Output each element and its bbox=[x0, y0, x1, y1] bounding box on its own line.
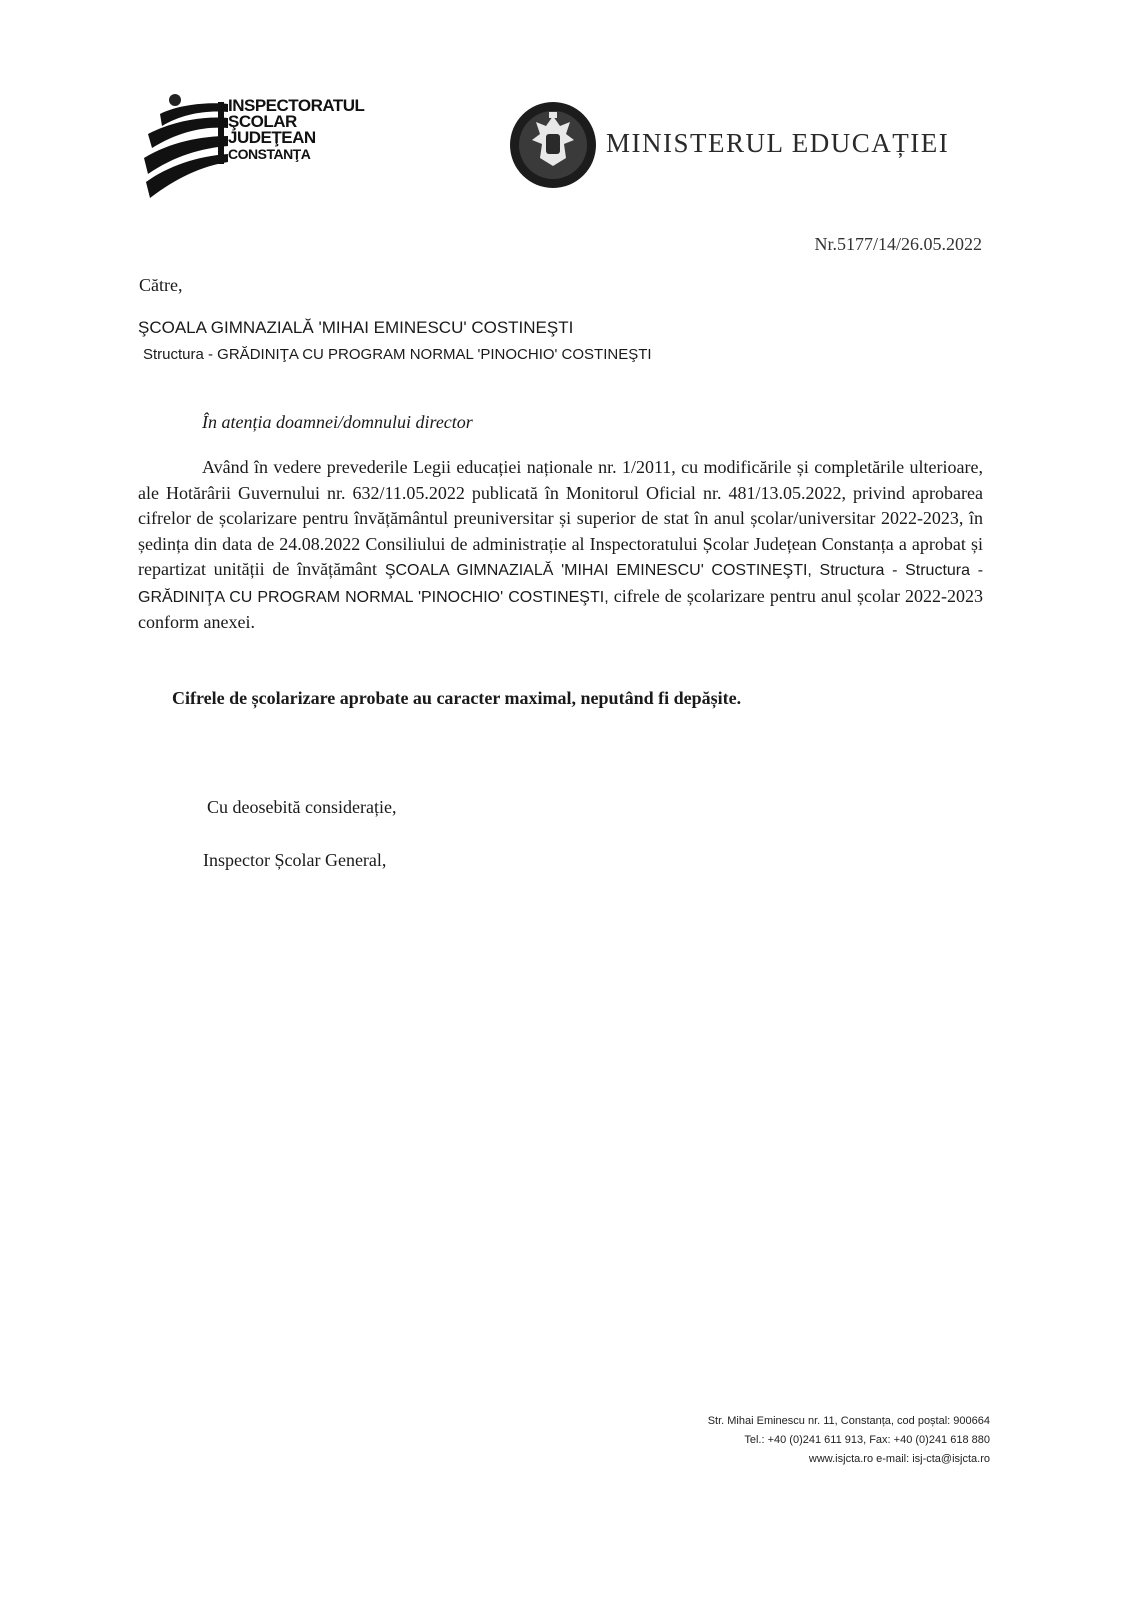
body-unit-name: ŞCOALA GIMNAZIALĂ 'MIHAI EMINESCU' COSTINEŞTI, Structura - Structura - GRĂDINIŢA CU PROGRAM NORMAL 'PINOCHIO' COSTINEŞTI, bbox=[138, 562, 984, 606]
footer-contact bbox=[708, 1412, 990, 1469]
footer-web-email: www.isjcta.ro e-mail: isj-cta@isjcta.ro bbox=[808, 1453, 990, 1465]
body-text-part2: cifrele de școlarizare pentru anul școlar 2022-2023 conform anexei. bbox=[138, 585, 984, 632]
signatory-title: Inspector Școlar General, bbox=[203, 850, 387, 870]
closing-salutation: Cu deosebită considerație, bbox=[207, 797, 397, 817]
isj-swoosh-icon bbox=[140, 86, 230, 201]
body-paragraph bbox=[138, 455, 983, 636]
document-number: Nr.5177/14/26.05.2022 bbox=[814, 234, 982, 254]
ministry-name: MINISTERUL EDUCAȚIEI bbox=[606, 128, 950, 158]
footer-address: Str. Mihai Eminescu nr. 11, Constanța, cod poștal: 900664 bbox=[707, 1415, 990, 1427]
coat-of-arms-icon bbox=[508, 100, 598, 190]
recipient-school: ŞCOALA GIMNAZIALĂ 'MIHAI EMINESCU' COSTINEŞTI bbox=[138, 318, 574, 337]
footer-phone-fax: Tel.: +40 (0)241 611 913, Fax: +40 (0)241 618 880 bbox=[744, 1434, 990, 1446]
isj-logo-line: JUDEŢEAN bbox=[228, 128, 316, 147]
ministry-emblem bbox=[508, 100, 598, 190]
recipient-structure: Structura - GRĂDINIŢA CU PROGRAM NORMAL 'PINOCHIO' COSTINEŞTI bbox=[143, 346, 652, 363]
isj-logo-line: CONSTANŢA bbox=[228, 146, 311, 162]
notice-bold: Cifrele de școlarizare aprobate au caracter maximal, neputând fi depășite. bbox=[172, 688, 742, 708]
attention-line: În atenția doamnei/domnului director bbox=[202, 412, 473, 432]
isj-logo-text bbox=[228, 98, 364, 162]
isj-logo-line: INSPECTORATUL bbox=[228, 96, 365, 115]
to-label: Către, bbox=[139, 275, 183, 295]
isj-logo-line: ŞCOLAR bbox=[228, 112, 297, 131]
body-text-part1: Având în vedere prevederile Legii educației naționale nr. 1/2011, cu modificările și completările ulterioare, ale Hotărârii Guvernului nr. 632/11.05.2022 publicată în Monitorul Oficial nr. 481/13.05.2022, privind aprobarea cifrelor de școlarizare pentru învățământul preuniversitar și superior de stat în anul școlar/universitar 2022-2023, în ședința din data de 24.08.2022 Consiliului de administrație al Inspectoratului Școlar Județean Constanța a aprobat și repartizat unității de învățământ bbox=[138, 457, 983, 579]
isj-constanta-logo bbox=[140, 86, 420, 201]
